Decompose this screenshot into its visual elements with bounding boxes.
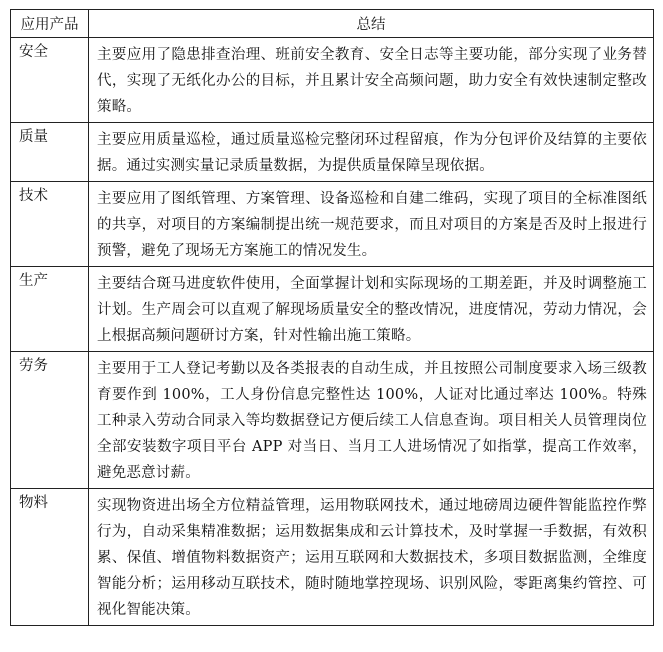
product-cell: 物料 [11,489,89,626]
table-row [11,182,654,267]
product-cell: 质量 [11,123,89,182]
table-header-row [11,10,654,38]
table-row [11,352,654,489]
summary-cell: 主要结合斑马进度软件使用，全面掌握计划和实际现场的工期差距，并及时调整施工计划。生产周会可以直观了解现场质量安全的整改情况，进度情况，劳动力情况，会上根据高频问题研讨方案，针对性输出施工策略。 [89,267,654,352]
summary-table [10,9,654,626]
header-summary: 总结 [89,10,654,38]
product-cell: 安全 [11,38,89,123]
table-row [11,267,654,352]
summary-cell: 主要应用了隐患排查治理、班前安全教育、安全日志等主要功能，部分实现了业务替代，实现了无纸化办公的目标，并且累计安全高频问题，助力安全有效快速制定整改策略。 [89,38,654,123]
table-row [11,123,654,182]
summary-cell: 主要应用了图纸管理、方案管理、设备巡检和自建二维码，实现了项目的全标准图纸的共享，对项目的方案编制提出统一规范要求，而且对项目的方案是否及时上报进行预警，避免了现场无方案施工的情况发生。 [89,182,654,267]
product-cell: 技术 [11,182,89,267]
table-row [11,38,654,123]
header-product: 应用产品 [11,10,89,38]
table-row [11,489,654,626]
summary-cell: 实现物资进出场全方位精益管理，运用物联网技术，通过地磅周边硬件智能监控作弊行为，自动采集精准数据；运用数据集成和云计算技术，及时掌握一手数据，有效积累、保值、增值物料数据资产；运用互联网和大数据技术，多项目数据监测，全维度智能分析；运用移动互联技术，随时随地掌控现场、识别风险，零距离集约管控、可视化智能决策。 [89,489,654,626]
summary-cell: 主要应用质量巡检，通过质量巡检完整闭环过程留痕，作为分包评价及结算的主要依据。通过实测实量记录质量数据，为提供质量保障呈现依据。 [89,123,654,182]
product-cell: 生产 [11,267,89,352]
summary-cell: 主要用于工人登记考勤以及各类报表的自动生成，并且按照公司制度要求入场三级教育要作到 100%，工人身份信息完整性达 100%，人证对比通过率达 100%。特殊工种录入劳动合同录入等均数据登记方便后续工人信息查询。项目相关人员管理岗位全部安装数字项目平台 APP 对当日、当月工人进场情况了如指掌，提高工作效率，避免恶意讨薪。 [89,352,654,489]
product-cell: 劳务 [11,352,89,489]
